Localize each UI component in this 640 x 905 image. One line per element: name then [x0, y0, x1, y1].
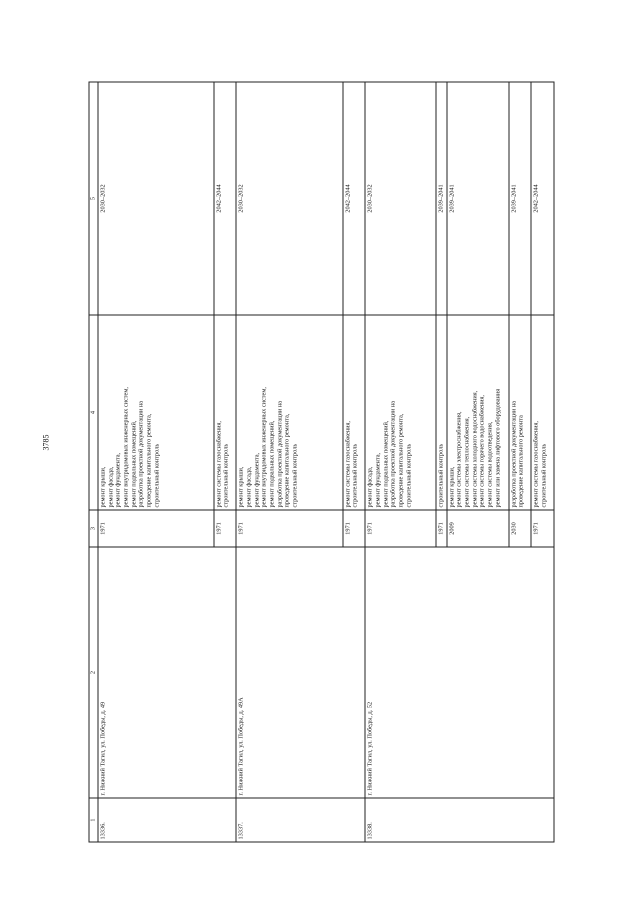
period-cell: 2030–2032 [236, 82, 342, 315]
work-item: строительный контроль [152, 443, 160, 507]
work-item: разработка проектной документации на [137, 400, 145, 507]
period-cell: 2039–2041 [446, 82, 508, 315]
year-cell: 1971 [435, 510, 446, 547]
work-item: ремонт фасада, [245, 466, 252, 507]
year-cell: 1971 [98, 510, 214, 547]
header-col-5: 5 [89, 82, 98, 315]
address-cell: г. Нижний Тагил, ул. Победы, д. 49А [236, 547, 365, 798]
address-cell: г. Нижний Тагил, ул. Победы, д. 49 [98, 547, 236, 798]
work-item: ремонт подвальных помещений, [129, 420, 137, 507]
work-item: ремонт фундамента, [114, 452, 122, 507]
header-col-1: 1 [89, 798, 98, 842]
works-cell [508, 315, 531, 510]
period-cell: 2039–2041 [508, 82, 531, 315]
header-col-2: 2 [89, 547, 98, 798]
repair-schedule-table [88, 81, 554, 842]
year-cell: 1971 [531, 510, 554, 547]
works-cell [531, 315, 554, 510]
work-item: проведение капитального ремонта, [283, 413, 291, 507]
year-cell: 1971 [365, 510, 435, 547]
work-item: проведение капитального ремонта [517, 414, 525, 507]
works-cell [236, 315, 342, 510]
address-cell: г. Нижний Тагил, ул. Победы, д. 52 [365, 547, 554, 798]
rotated-table-wrapper [88, 87, 554, 842]
year-cell: 1971 [342, 510, 365, 547]
work-item: строительный контроль [404, 443, 412, 507]
work-item: строительный контроль [436, 443, 444, 507]
period-cell: 2042–2044 [342, 82, 365, 315]
page-number: 3785 [41, 434, 51, 451]
year-cell: 1971 [213, 510, 236, 547]
work-item: строительный контроль [222, 443, 230, 507]
work-item: ремонт крыши, [99, 465, 106, 507]
header-col-3: 3 [89, 510, 98, 547]
period-cell: 2042–2044 [531, 82, 554, 315]
year-cell: 2030 [508, 510, 531, 547]
work-item: разработка проектной документации на [509, 400, 517, 507]
work-item: проведение капитального ремонта, [397, 413, 405, 507]
work-item: строительный контроль [291, 443, 299, 507]
work-item: ремонт внутридомовых инженерных систем, [122, 386, 130, 507]
work-item: ремонт системы холодного водоснабжения, [470, 390, 478, 507]
works-cell [342, 315, 365, 510]
header-col-4: 4 [89, 315, 98, 510]
work-item: ремонт фасада, [366, 466, 374, 507]
works-cell [365, 315, 435, 510]
work-item: ремонт подвальных помещений, [381, 420, 389, 507]
work-item: ремонт системы водоотведения, [485, 421, 493, 507]
works-cell [446, 315, 508, 510]
work-item: ремонт крыши, [447, 465, 455, 507]
row-number: 13336. [98, 798, 236, 842]
row-number: 13337. [236, 798, 365, 842]
table-row [98, 82, 214, 842]
period-cell: 2039–2041 [435, 82, 446, 315]
year-cell: 1971 [236, 510, 342, 547]
work-item: разработка проектной документации на [275, 400, 283, 507]
work-item: ремонт системы теплоснабжения, [462, 416, 470, 507]
work-item: ремонт крыши, [237, 465, 245, 507]
work-item: строительный контроль [539, 443, 547, 507]
table-row [236, 82, 342, 842]
period-cell: 2030–2032 [98, 82, 214, 315]
work-item: ремонт системы газоснабжения, [343, 420, 351, 507]
work-item: ремонт системы электроснабжения, [455, 410, 463, 507]
works-cell [98, 315, 214, 510]
work-item: ремонт фасада, [106, 466, 114, 507]
work-item: строительный контроль [351, 443, 359, 507]
work-item: проведение капитального ремонта, [145, 413, 153, 507]
work-item: ремонт системы газоснабжения, [214, 420, 222, 507]
period-cell: 2042–2044 [213, 82, 236, 315]
table-row [365, 82, 435, 842]
works-cell [435, 315, 446, 510]
work-item: ремонт внутридомовых инженерных систем, [260, 386, 268, 507]
work-item: ремонт системы горячего водоснабжения, [478, 394, 486, 507]
work-item: ремонт системы газоснабжения, [532, 420, 540, 507]
work-item: ремонт подвальных помещений, [268, 420, 276, 507]
work-item: разработка проектной документации на [389, 400, 397, 507]
year-cell: 2009 [446, 510, 508, 547]
work-item: ремонт фундамента, [252, 452, 260, 507]
period-cell: 2030–2032 [365, 82, 435, 315]
row-number: 13338. [365, 798, 554, 842]
work-item: ремонт фундамента, [374, 452, 382, 507]
header-row [89, 82, 98, 842]
works-cell [213, 315, 236, 510]
work-item: ремонт или замена лифтового оборудования [493, 388, 501, 507]
